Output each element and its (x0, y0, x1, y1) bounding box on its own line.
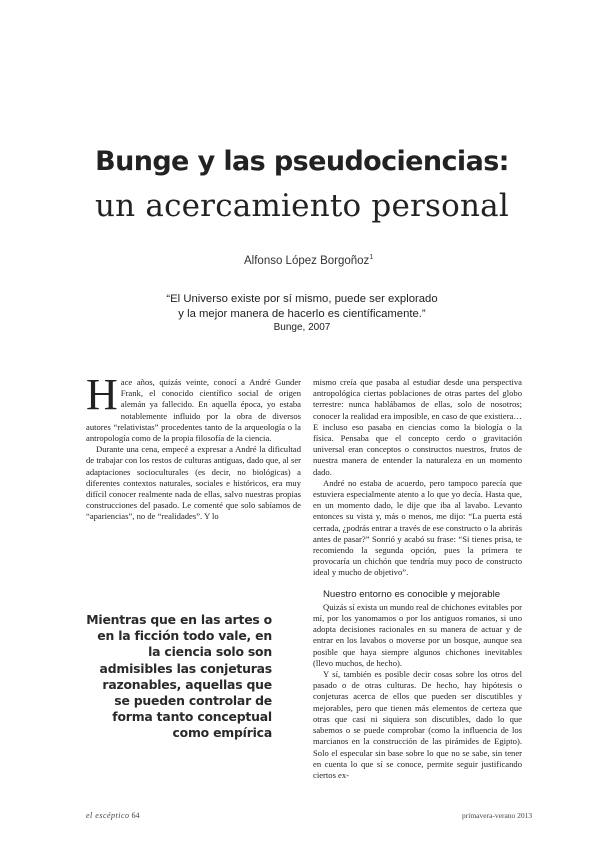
paragraph-4: André no estaba de acuerdo, pero tampoco parecía que estuviera especialmente atento a lo que yo decía. Hasta que, en un momento dado, le dije que iba al lavabo. Levanto entonces su vista y, más o menos, me dijo: “La puerta está cerrada, ¿podrás entrar a través de ese constructo o la abrirás antes de pasar?” Sonrió y acabó su frase: “Si tienes prisa, te recomiendo la segunda opción, pues la primera te provocaría un chichón que tendría muy poco de constructo ideal y mucho de objetivo”. (313, 477, 522, 578)
paragraph-3: mismo creía que pasaba al estudiar desde una perspectiva antropológica ciertas poblaciones de otras partes del globo terrestre: nunca hablábamos de ellas, solo de nosotros; conocer la realidad era imposible, en caso de que existiera… E incluso eso pasaba en ciencias como la biología o la física. Pensaba que el concepto cerdo o gravitación universal eran conceptos o constructos nuestros, frutos de nuestra manera de entender la naturaleza en un momento dado. (313, 377, 522, 477)
article-title: Bunge y las pseudociencias: (95, 146, 509, 177)
author-footnote-marker: 1 (369, 254, 374, 261)
paragraph-2: Durante una cena, empecé a expresar a André la dificultad de trabajar con los restos de culturas antiguas, dado que, al ser adaptaciones socioculturales (es decir, no biológicas) a diferentes contextos naturales, sociales e históricos, era muy difícil conocer realmente nada de ellas, salvo nuestras propias construcciones del pasado. Le comenté que solo sabíamos de “apariencias”, no de “realidades”. Y lo (86, 444, 301, 522)
footer-folio (86, 811, 140, 820)
body-column-right (313, 377, 522, 781)
paragraph-5: Quizás sí exista un mundo real de chichones evitables por mí, por los yanomamos o por los antiguos romanos, si uno adopta decisiones racionales en su manera de actuar y de entrar en los lavabos o moverse por un bosque, aunque sea posible que haya siempre algunos chichones inevitables (llevo muchos, de hecho). (313, 601, 522, 668)
paragraph-6: Y sí, también es posible decir cosas sobre los otros del pasado o de otras culturas. De hecho, hay hipótesis o conjeturas acerca de ellos que pueden ser discutibles y mejorables, pero que tienen más elementos de certeza que otras que casi ni siquiera son discutibles, dado lo que sabemos o se puede comprobar (como la influencia de los marcianos en la construcción de las pirámides de Egipto). Solo el especular sin base sobre lo que no se sabe, sin tener en cuenta lo que sí se conoce, permite seguir justificando ciertos ex- (313, 669, 522, 780)
section-subheading: Nuestro entorno es conocible y mejorable (323, 588, 501, 600)
author-byline (244, 254, 373, 267)
epigraph-source: Bunge, 2007 (273, 322, 331, 333)
epigraph (140, 292, 464, 334)
page-number: 64 (131, 811, 140, 820)
paragraph-1 (86, 370, 301, 444)
paragraph-1-text: ace años, quizás veinte, conocí a André Gunder Frank, el conocido científico social de origen alemán ya fallecido. En aquella época, yo estaba notablemente influido por la obra de diversos autores “relativistas” procedentes tanto de la arqueología o la antropología como de la propia filosofía de la ciencia. (86, 377, 301, 444)
epigraph-line-2: y la mejor manera de hacerlo es científicamente.” (178, 307, 426, 320)
epigraph-line-1: “El Universo existe por sí mismo, puede ser explorado (166, 293, 438, 305)
body-column-left (86, 370, 301, 523)
article-subtitle: un acercamiento personal (95, 188, 509, 224)
footer-issue: primavera-verano 2013 (462, 811, 533, 820)
author-name: Alfonso López Borgoñoz (244, 254, 370, 267)
pull-quote: Mientras que en las artes o en la ficción todo vale, en la ciencia solo son admisibles las conjeturas razonables, aquellas que se pueden controlar de forma tanto conceptual como empírica (86, 612, 272, 741)
magazine-name: el escéptico (86, 811, 130, 820)
drop-cap: H (86, 370, 118, 419)
